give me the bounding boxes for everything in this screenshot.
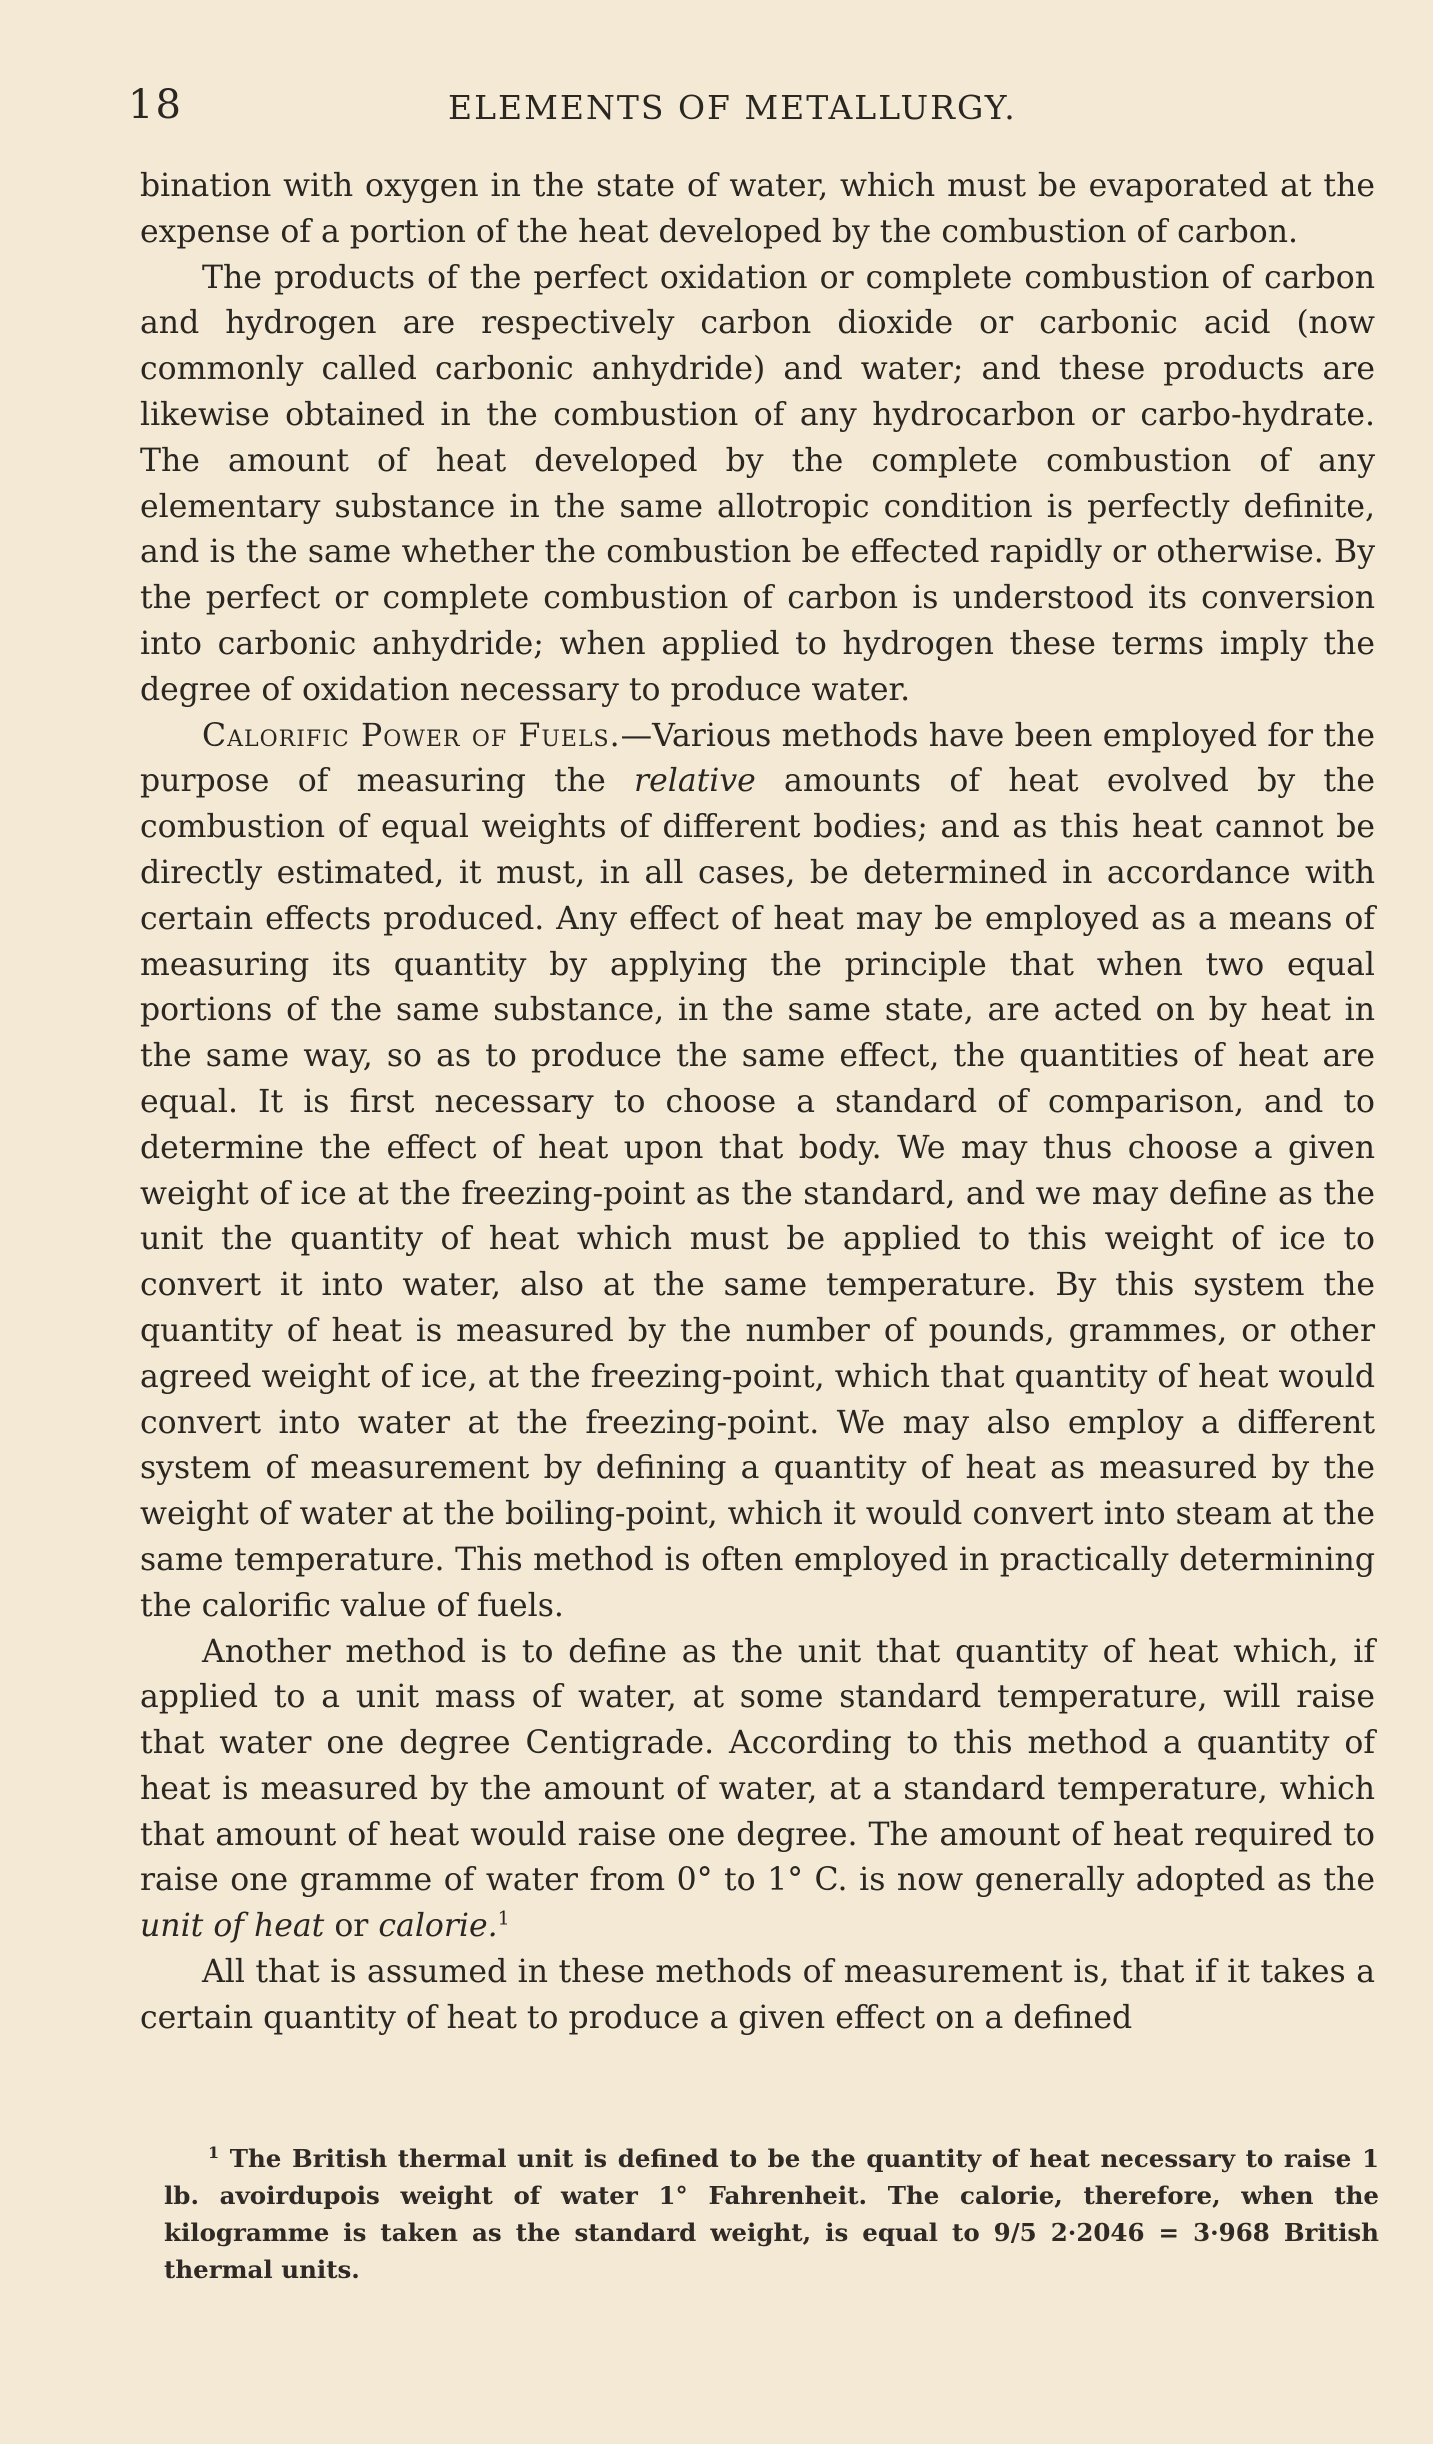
paragraph-continuation: bination with oxygen in the state of water, which must be evaporated at the expense of a portion of the heat developed by the combustion of carbon. bbox=[140, 168, 1375, 250]
page-number: 18 bbox=[128, 82, 183, 128]
paragraph-text: or bbox=[324, 1908, 379, 1945]
paragraph-combustion-products: The products of the perfect oxidation or complete combustion of carbon and hydrogen are respectively carbon dioxide or carbonic acid (now commonly called carbonic anhydride) and water; and these products are likewise obtained in the combustion of any hydrocarbon or carbo-hydrate. The amount of heat developed by the complete combustion of any elementary substance in the same allotropic condition is perfectly definite, and is the same whether the combustion be effected rapidly or otherwise. By the perfect or complete combustion of carbon is understood its conversion into carbonic anhydride; when applied to hydrogen these terms imply the degree of oxidation necessary to produce water. bbox=[140, 259, 1375, 708]
paragraph-text: —Various methods have been employed for the purpose of measuring the bbox=[140, 717, 1375, 800]
footnotes bbox=[164, 2140, 1379, 2288]
footnote-marker: 1 bbox=[208, 2142, 220, 2162]
paragraph-assumptions: All that is assumed in these methods of measurement is, that if it takes a certain quantity of heat to produce a given effect on a defined bbox=[140, 1954, 1375, 2036]
body-text bbox=[140, 164, 1375, 2042]
running-title: ELEMENTS OF METALLURGY. bbox=[448, 88, 1017, 127]
emphasis-calorie: calorie. bbox=[378, 1908, 498, 1945]
paragraph-unit-of-heat bbox=[140, 1630, 1375, 1951]
emphasis-relative: relative bbox=[634, 763, 756, 800]
section-heading-calorific-power: Calorific Power of Fuels. bbox=[202, 717, 621, 754]
footnote-reference: 1 bbox=[497, 1907, 510, 1930]
page-header bbox=[128, 82, 1328, 142]
footnote-text: The British thermal unit is defined to be the quantity of heat necessary to raise 1 lb. avoirdupois weight of water 1° Fahrenheit. The calorie, therefore, when the kilogramme is taken as the standard weight, is equal to 9/5 2·2046 = 3·968 British thermal units. bbox=[164, 2144, 1379, 2284]
paragraph-text: amounts of heat evolved by the combustion of equal weights of different bodies; and as this heat cannot be directly estimated, it must, in all cases, be determined in accordance with certain effects produced. Any effect of heat may be employed as a means of measuring its quantity by applying the principle that when two equal portions of the same substance, in the same state, are acted on by heat in the same way, so as to produce the same effect, the quantities of heat are equal. It is first necessary to choose a standard of comparison, and to determine the effect of heat upon that body. We may thus choose a given weight of ice at the freezing-point as the standard, and we may define as the unit the quantity of heat which must be applied to this weight of ice to convert it into water, also at the same temperature. By this system the quantity of heat is measured by the number of pounds, grammes, or other agreed weight of ice, at the freezing-point, which that quantity of heat would convert into water at the freezing-point. We may also employ a different system of measurement by defining a quantity of heat as measured by the weight of water at the boiling-point, which it would convert into steam at the same temperature. This method is often employed in practically determining the calorific value of fuels. bbox=[140, 763, 1375, 1624]
paragraph-text: Another method is to define as the unit that quantity of heat which, if applied to a unit mass of water, at some standard temperature, will raise that water one degree Centigrade. According to this method a quantity of heat is measured by the amount of water, at a standard temperature, which that amount of heat would raise one degree. The amount of heat required to raise one gramme of water from 0° to 1° C. is now generally adopted as the bbox=[140, 1633, 1375, 1899]
emphasis-unit-of-heat: unit of heat bbox=[140, 1908, 325, 1945]
footnote-1 bbox=[164, 2140, 1379, 2288]
paragraph-calorific-power bbox=[140, 714, 1375, 1630]
